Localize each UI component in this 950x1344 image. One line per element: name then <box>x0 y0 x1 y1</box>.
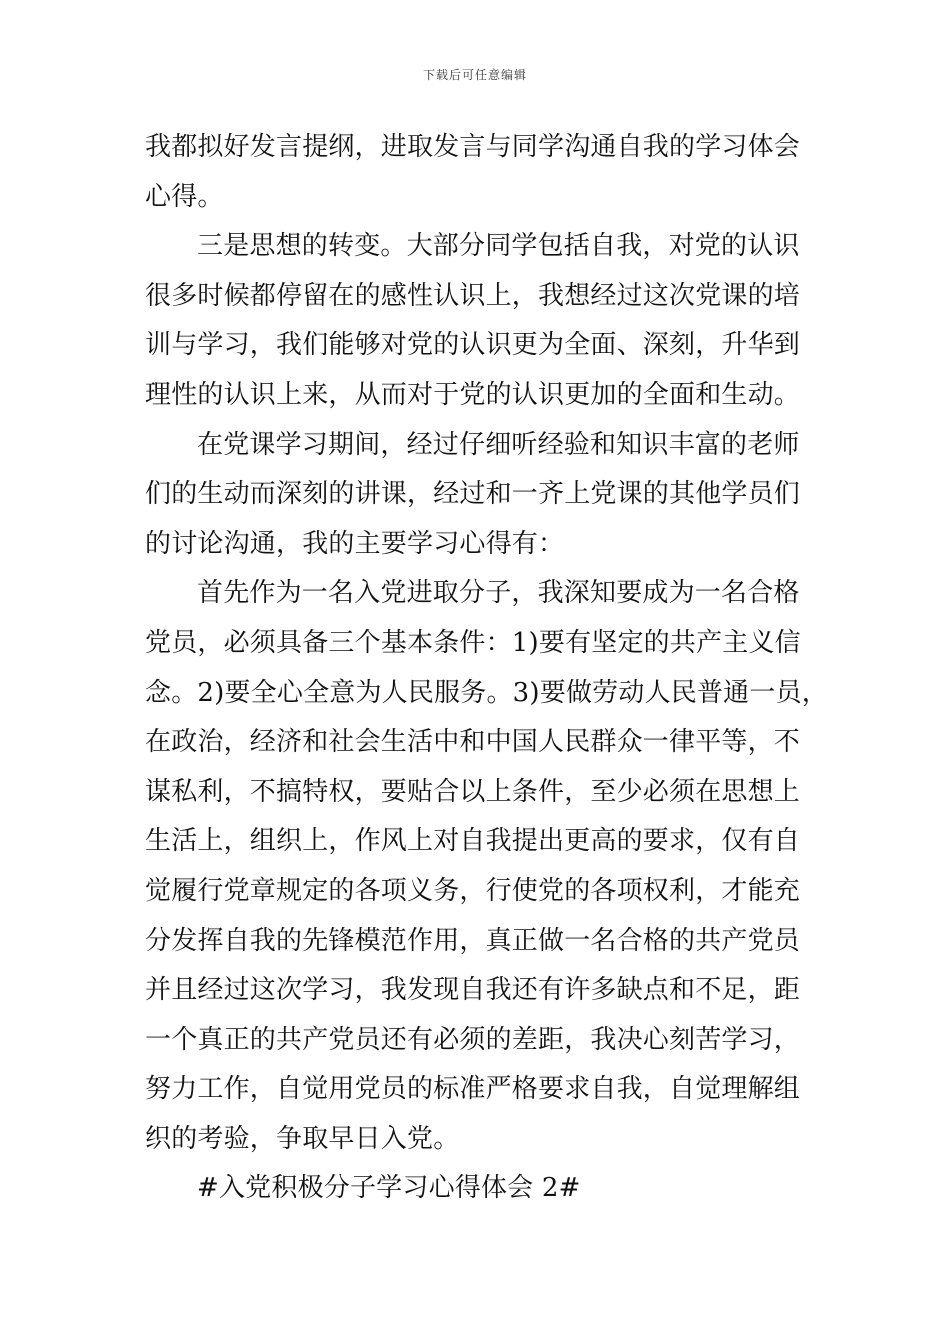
text-line: 训与学习，我们能够对党的认识更为全面、深刻，升华到 <box>145 330 801 361</box>
document-body <box>145 123 828 1214</box>
text-line: 念。2)要全心全意为人民服务。3)要做劳动人民普通一员， <box>145 677 828 708</box>
text-line: 心得。 <box>145 181 224 212</box>
text-line: 们的生动而深刻的讲课，经过和一齐上党课的其他学员们 <box>145 479 801 510</box>
text-line: 并且经过这次学习，我发现自我还有许多缺点和不足，距 <box>145 975 801 1006</box>
text-line: 的讨论沟通，我的主要学习心得有： <box>145 528 565 559</box>
text-line: 谋私利，不搞特权，要贴合以上条件，至少必须在思想上 <box>145 776 801 807</box>
text-line: 理性的认识上来，从而对于党的认识更加的全面和生动。 <box>145 379 801 410</box>
text-line: 很多时候都停留在的感性认识上，我想经过这次党课的培 <box>145 280 801 311</box>
text-line: 在政治，经济和社会生活中和中国人民群众一律平等，不 <box>145 727 801 758</box>
text-line: 一个真正的共产党员还有必须的差距，我决心刻苦学习， <box>145 1024 801 1055</box>
text-line: 我都拟好发言提纲，进取发言与同学沟通自我的学习体会 <box>145 132 801 162</box>
page-header-note: 下载后可任意编辑 <box>422 68 527 82</box>
text-line: 觉履行党章规定的各项义务，行使党的各项权利，才能充 <box>145 875 801 906</box>
section-heading: #入党积极分子学习心得体会 2# <box>197 1173 581 1204</box>
text-line: 分发挥自我的先锋模范作用，真正做一名合格的共产党员 <box>145 925 801 956</box>
text-line: 努力工作，自觉用党员的标准严格要求自我，自觉理解组 <box>145 1074 801 1105</box>
text-line: 党员，必须具备三个基本条件：1)要有坚定的共产主义信 <box>145 627 801 658</box>
text-line: 首先作为一名入党进取分子，我深知要成为一名合格 <box>197 578 800 609</box>
text-line: 生活上，组织上，作风上对自我提出更高的要求，仅有自 <box>145 826 801 857</box>
text-line: 织的考验，争取早日入党。 <box>145 1123 460 1154</box>
text-line: 在党课学习期间，经过仔细听经验和知识丰富的老师 <box>197 429 800 460</box>
text-line: 三是思想的转变。大部分同学包括自我，对党的认识 <box>197 231 800 262</box>
